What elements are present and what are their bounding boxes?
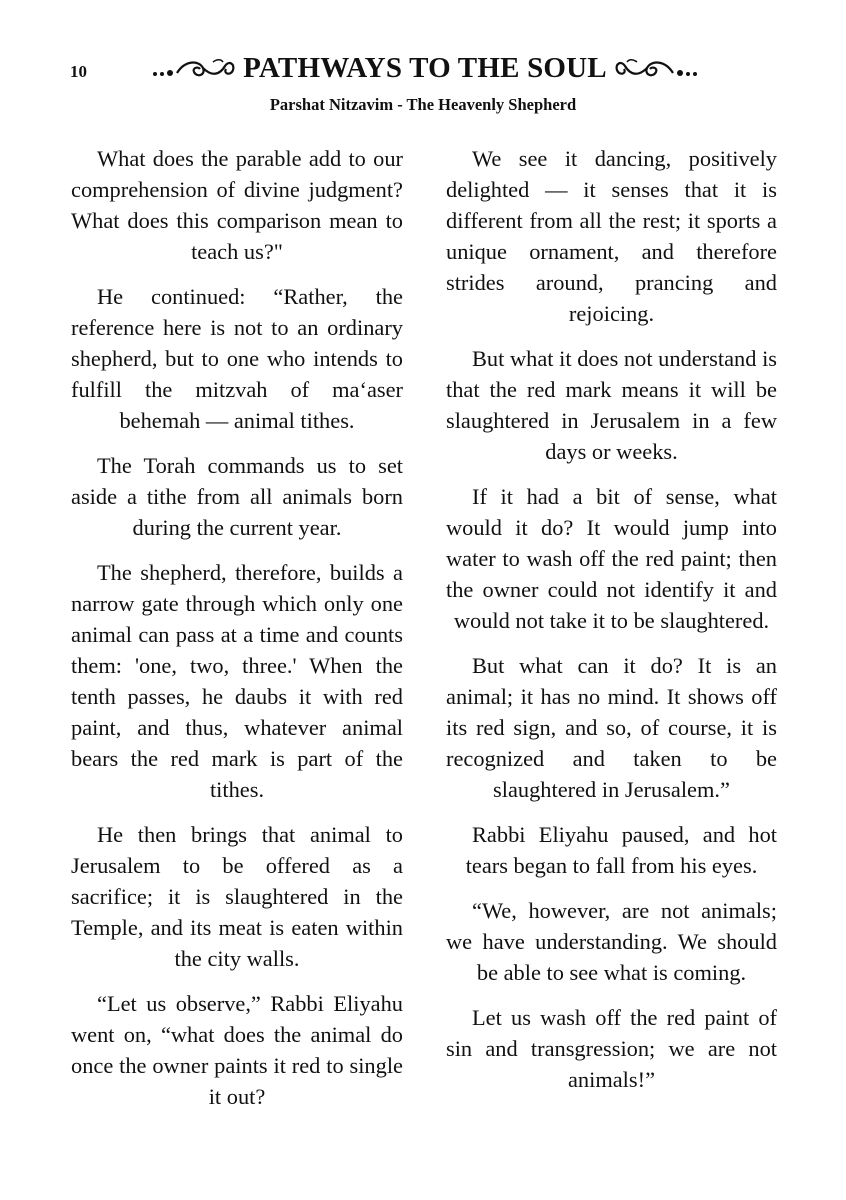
paragraph: If it had a bit of sense, what would it do? It would jump into water to wash off the red paint; then the owner could not identify it and would not take it to be slaughtered. xyxy=(446,484,777,633)
paragraph: But what it does not understand is that the red mark means it will be slaughtered in Jerusalem in a few days or weeks. xyxy=(446,346,777,464)
running-head xyxy=(130,50,720,86)
paragraph: But what can it do? It is an animal; it has no mind. It shows off its red sign, and so, of course, it is recognized and taken to be slaughtered in Jerusalem.” xyxy=(446,653,777,802)
paragraph: Rabbi Eliyahu paused, and hot tears began to fall from his eyes. xyxy=(465,822,777,878)
book-title: PATHWAYS TO THE SOUL xyxy=(243,51,607,84)
page-number: 10 xyxy=(70,62,87,81)
chapter-subtitle: Parshat Nitzavim - The Heavenly Shepherd xyxy=(269,95,577,114)
paragraph: He continued: “Rather, the reference here is not to an ordinary shepherd, but to one who intends to fulfill the mitzvah of ma‘aser behemah — animal tithes. xyxy=(71,284,403,433)
paragraph: He then brings that animal to Jerusalem to be offered as a sacrifice; it is slaughtered in the Temple, and its meat is eaten within the city walls. xyxy=(71,822,403,971)
scroll-ornament-right-icon xyxy=(613,56,699,80)
paragraph: We see it dancing, positively delighted — it senses that it is different from all the rest; it sports a unique ornament, and therefore strides around, prancing and rejoicing. xyxy=(446,146,777,326)
left-column xyxy=(71,143,403,1126)
paragraph: “Let us observe,” Rabbi Eliyahu went on, “what does the animal do once the owner paints it red to single it out? xyxy=(71,991,403,1109)
paragraph: Let us wash off the red paint of sin and transgression; we are not animals!” xyxy=(446,1005,777,1092)
paragraph: “We, however, are not animals; we have understanding. We should be able to see what is coming. xyxy=(446,898,777,985)
paragraph: What does the parable add to our comprehension of divine judgment? What does this comparison mean to teach us?" xyxy=(71,146,403,264)
right-column xyxy=(446,143,777,1109)
scroll-ornament-left-icon xyxy=(151,56,237,80)
paragraph: The Torah commands us to set aside a tithe from all animals born during the current year. xyxy=(71,453,403,540)
paragraph: The shepherd, therefore, builds a narrow gate through which only one animal can pass at a time and counts them: 'one, two, three.' When the tenth passes, he daubs it with red paint, and thus, whatever animal bears the red mark is part of the tithes. xyxy=(71,560,403,802)
